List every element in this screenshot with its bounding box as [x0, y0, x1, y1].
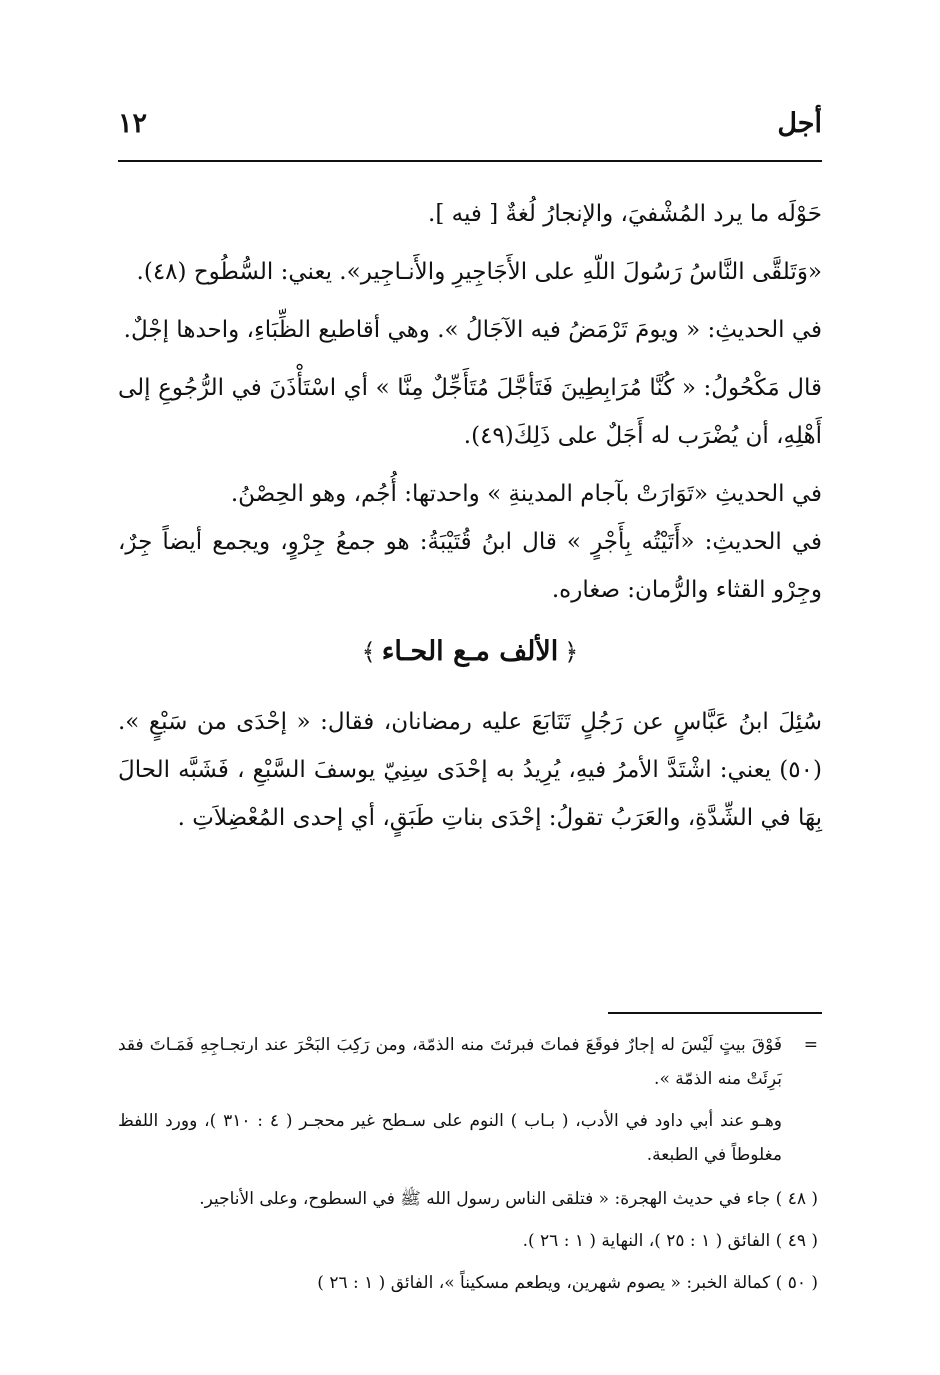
section-heading: [118, 632, 822, 672]
footnote-50: ( ٥٠ ) كمالة الخبر: « يصوم شهرين، ويطعم مسكيناً »، الفائق ( ١ : ٢٦ ): [317, 1273, 818, 1293]
footnotes: [118, 1028, 822, 1308]
paragraph-4: قال مَكْحُولُ: « كُنَّا مُرَابِطِينَ فَتَأجَّلَ مُتَأَجِّلٌ مِنَّا » أي اسْتَأْذَنَ في الرُّجُوعِ إلى أَهْلِهِ، أن يُضْرَب له أَجَلٌ على ذَلِكَ(٤٩).: [118, 375, 822, 449]
page-header: [118, 100, 822, 158]
ornament-right: ﴿: [564, 638, 579, 666]
footnote-continuation-text: فَوْقَ بيتٍ لَيْسَ له إجارٌ فوقَعَ فماتَ فبرئتَ منه الذمّة، ومن رَكِبَ البَحْرَ عند ارتجـاجِهِ فَمَـاتَ فقد بَرِئَتْ منه الذمّة ».: [118, 1035, 782, 1089]
ornament-left: ﴾: [361, 638, 376, 666]
paragraph-3: في الحديثِ: « ويومَ تَرْمَضُ فيه الآجَالُ ». وهي أقاطيع الظِّبَاءِ، واحدها إجْلٌ.: [123, 317, 822, 343]
footnote-divider: [608, 1012, 822, 1014]
running-title: أجل: [777, 108, 822, 139]
section-heading-text: الألف مـع الحـاء: [381, 636, 559, 667]
footnote-48: ( ٤٨ ) جاء في حديث الهجرة: « فتلقى الناس رسول الله ﷺ في السطوح، وعلى الأناجير.: [199, 1189, 818, 1209]
footnote-continuation-2: وهـو عند أبي داود في الأدب، ( بـاب ) النوم على سـطح غير محجـر ( ٤ : ٣١٠ )، وورد اللفظ مغلوطاً في الطبعة.: [118, 1111, 782, 1165]
paragraph-1: حَوْلَه ما يرد المُشْفيَ، والإنجارُ لُغةٌ [ فيه ].: [428, 201, 822, 227]
footnote-continuation: [118, 1028, 822, 1096]
page-number: ١٢: [118, 108, 148, 139]
paragraph-6: في الحديثِ: «أَتَيْتُه بِأَجْرٍ » قال ابنُ قُتَيْبَةُ: هو جمعُ جِرْوٍ، ويجمع أيضاً جِرٌ، وجِرْو القثاء والرُّمان: صغاره.: [118, 529, 822, 603]
paragraph-2: «وَتَلقَّى النَّاسُ رَسُولَ اللّهِ على الأَجَاجِيرِ والأَنـاجِير». يعني: السُّطُوح (٤٨).: [136, 259, 822, 285]
footnote-49: ( ٤٩ ) الفائق ( ١ : ٢٥ )، النهاية ( ١ : ٢٦ ).: [522, 1231, 818, 1251]
header-divider: [118, 160, 822, 162]
section-paragraph-1: سُئِلَ ابنُ عَبَّاسٍ عن رَجُلٍ تَتَابَعَ عليه رمضانان، فقال: « إحْدَى من سَبْعٍ ».(٥٠) يعني: اشْتَدَّ الأمرُ فيهِ، يُرِيدُ به إحْدَى سِنِيّ يوسفَ السَّبْعِ ، فَشَبَّه الحالَ بِهَا في الشِّدَّةِ، والعَرَبُ تقولُ: إحْدَى بناتِ طَبَقٍ، أي إحدى المُعْضِلاَتِ .: [118, 709, 822, 831]
continuation-mark: =: [803, 1035, 818, 1055]
main-text: [118, 190, 822, 852]
paragraph-5: في الحديثِ «تَوَارَتْ بآجام المدينةِ » واحدتها: أُجُم، وهو الحِصْنُ.: [230, 481, 822, 507]
